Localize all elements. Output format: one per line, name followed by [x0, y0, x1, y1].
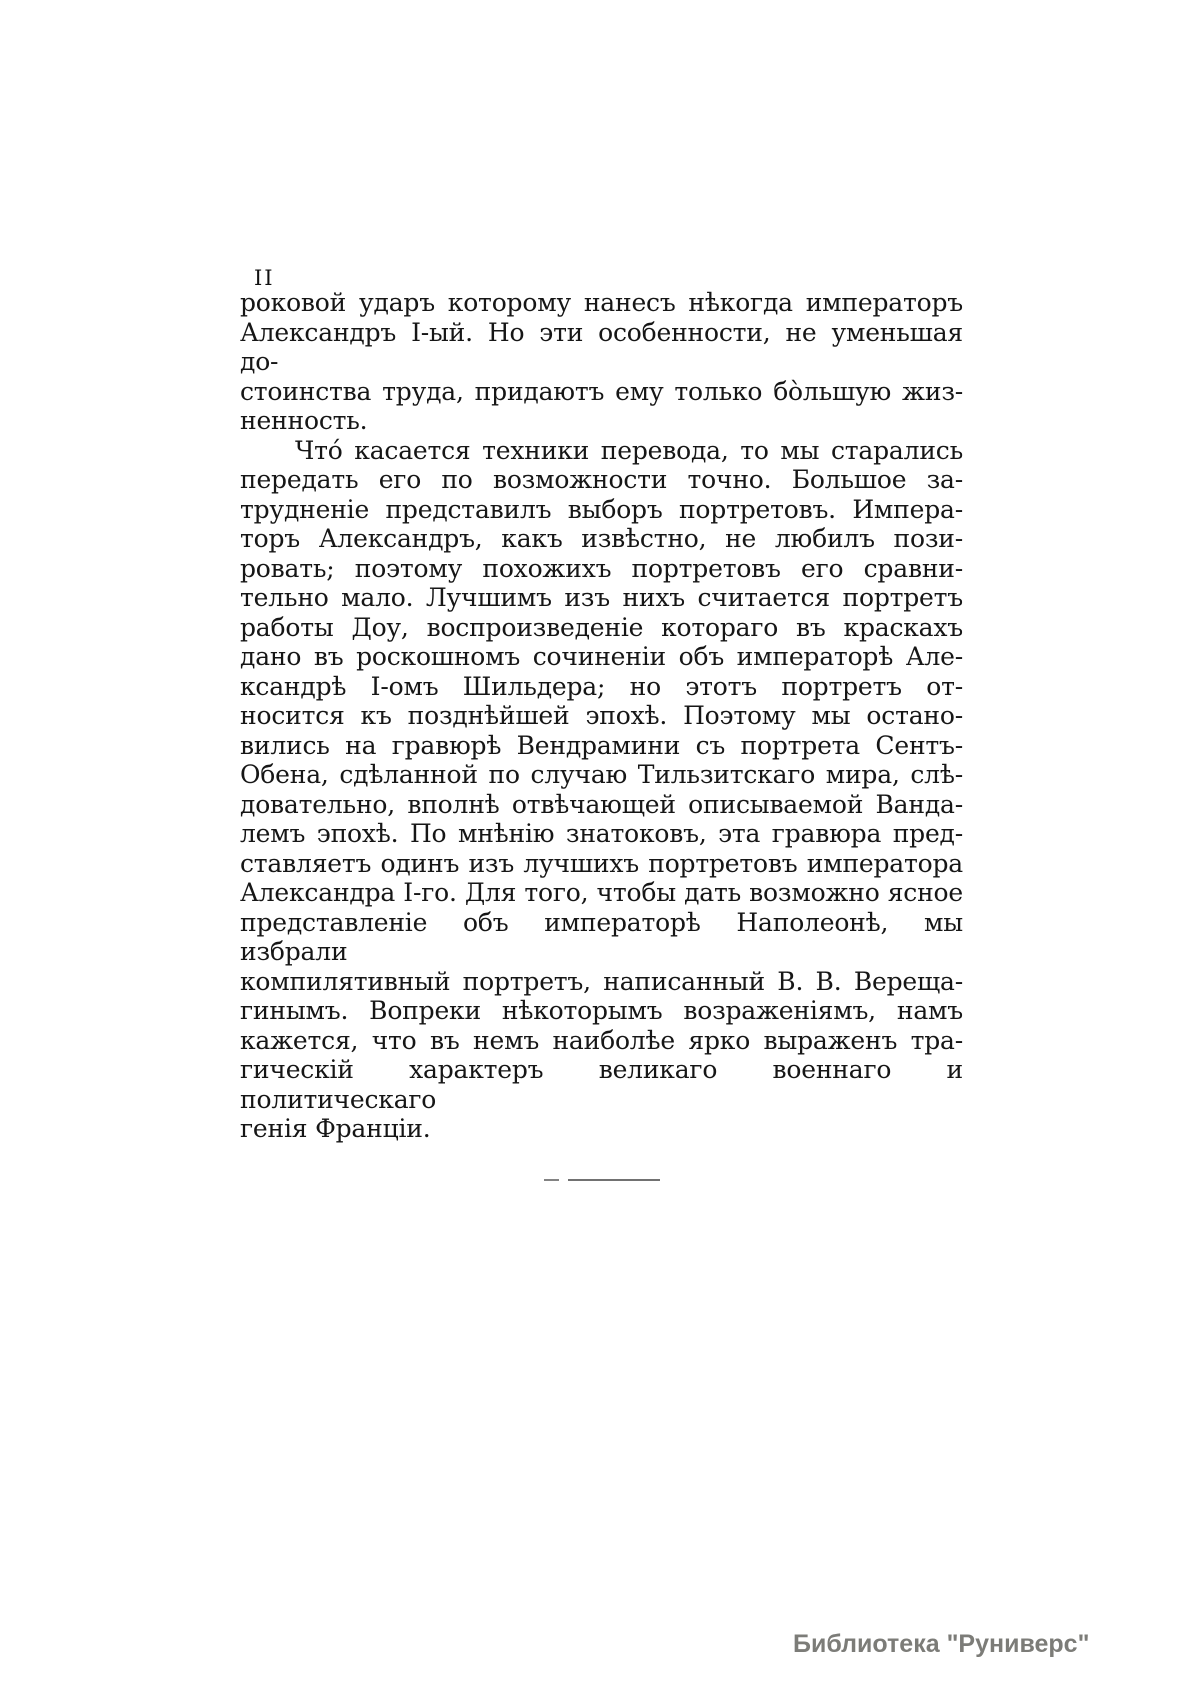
text-line: компилятивный портретъ, написанный В. В. Вереща- — [240, 966, 963, 996]
text-line: тельно мало. Лучшимъ изъ нихъ считается портретъ — [240, 583, 963, 612]
text-line: трудненіе представилъ выборъ портретовъ. Импера- — [240, 494, 963, 524]
text-line: генія Франціи. — [240, 1114, 431, 1143]
divider-dash-short — [544, 1179, 559, 1181]
text-line: представленіе объ императорѣ Наполеонѣ, мы избрали — [240, 907, 963, 966]
text-line: дано въ роскошномъ сочиненіи объ императорѣ Але- — [240, 642, 963, 671]
text-line: передать его по возможности точно. Большое за- — [240, 465, 963, 494]
text-line: Александръ I-ый. Но эти особенности, не уменьшая до- — [240, 317, 963, 376]
text-line: роковой ударъ которому нанесъ нѣкогда императоръ — [240, 288, 963, 317]
text-line: кажется, что въ немъ наиболѣе ярко выраженъ тра- — [240, 1025, 963, 1055]
text-line: Что́ касается техники перевода, то мы старались — [295, 435, 963, 465]
text-line: Обена, сдѣланной по случаю Тильзитскаго мира, слѣ- — [240, 760, 963, 789]
text-line: стоинства труда, придаютъ ему только бо̀льшую жиз- — [240, 376, 963, 406]
text-line: Александра I-го. Для того, чтобы дать возможно ясное — [240, 878, 963, 907]
section-divider — [544, 1178, 660, 1181]
text-line: гическій характеръ великаго военнаго и политическаго — [240, 1055, 963, 1114]
text-line: вились на гравюрѣ Вендрамини съ портрета Сентъ- — [240, 730, 963, 760]
text-line: ровать; поэтому похожихъ портретовъ его сравни- — [240, 553, 963, 583]
divider-dash-long — [568, 1179, 660, 1181]
text-line: ненность. — [240, 406, 368, 435]
text-line: ксандрѣ I-омъ Шильдера; но этотъ портретъ от- — [240, 671, 963, 701]
text-line: носится къ позднѣйшей эпохѣ. Поэтому мы остано- — [240, 701, 963, 730]
text-line: довательно, вполнѣ отвѣчающей описываемой Ванда- — [240, 789, 963, 819]
library-watermark: Библиотека "Руниверс" — [793, 1630, 1090, 1658]
text-line: торъ Александръ, какъ извѣстно, не любилъ пози- — [240, 524, 963, 553]
text-line: работы Доу, воспроизведеніе котораго въ краскахъ — [240, 612, 963, 642]
text-line: гинымъ. Вопреки нѣкоторымъ возраженіямъ, намъ — [240, 996, 963, 1025]
text-line: лемъ эпохѣ. По мнѣнію знатоковъ, эта гравюра пред- — [240, 819, 963, 848]
page-number: II — [254, 266, 275, 290]
text-line: ставляетъ одинъ изъ лучшихъ портретовъ императора — [240, 848, 963, 878]
text-block — [240, 288, 963, 1144]
